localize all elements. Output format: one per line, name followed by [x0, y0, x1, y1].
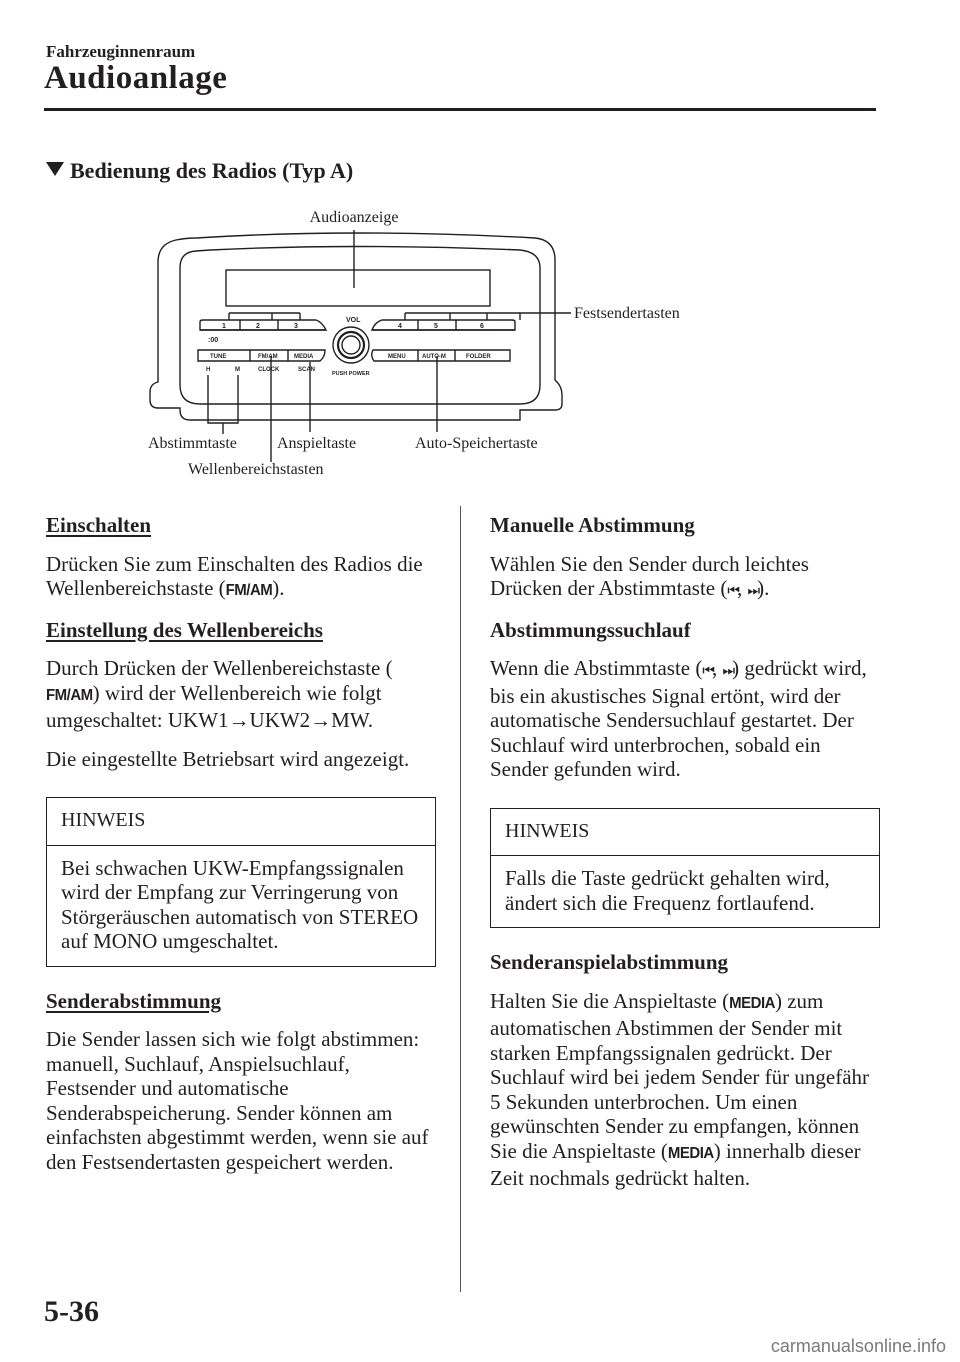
header-rule [44, 108, 876, 111]
section-label: Fahrzeuginnenraum [46, 42, 196, 61]
paragraph-suchlauf: Wenn die Abstimmtaste (⏮, ⏭) gedrückt wird, bis ein akustisches Signal ertönt, wird der automatische Sendersuchlauf gestartet. Der Suchlauf wird unterbrochen, sobald ein Sender gefunden wird. [490, 656, 867, 781]
page-number: 5-36 [44, 1295, 99, 1328]
heading-suchlauf: Abstimmungssuchlauf [490, 617, 691, 642]
paragraph-anspielabstimmung: Halten Sie die Anspieltaste (MEDIA) zum automatischen Abstimmen der Sender mit starken Empfangssignalen gedrückt. Der Suchlauf wird bei jedem Sender für ungefähr 5 Sekunden unterbrochen. Um einen gewünschten Sender zu empfangen, können Sie die Anspieltaste (MEDIA) innerhalb dieser Zeit nochmals gedrückt halten. [490, 988, 870, 1190]
folder-label: FOLDER [466, 354, 491, 360]
note-body: Falls die Taste gedrückt gehalten wird, ändert sich die Frequenz fortlaufend. [505, 866, 830, 915]
auto-m-label: AUTO-M [422, 354, 446, 360]
label-band-buttons: Wellenbereichstasten [188, 461, 324, 478]
tune-label: TUNE [210, 354, 227, 360]
h-label: H [206, 367, 211, 373]
fm-am-label: FM/AM [258, 354, 278, 360]
section-heading-text: Bedienung des Radios (Typ A) [70, 158, 354, 183]
track-next-icon: ⏭ [722, 663, 733, 679]
push-power-label: PUSH POWER [332, 371, 370, 377]
label-preset-buttons: Festsendertasten [574, 305, 680, 322]
radio-diagram [140, 195, 720, 495]
media-button-icon: MEDIA [729, 994, 775, 1012]
preset-bar-left [200, 320, 326, 330]
right-column [490, 513, 880, 1205]
track-next-icon: ⏭ [747, 583, 758, 599]
section-heading [46, 158, 353, 184]
label-tuning-button: Abstimmtaste [148, 435, 237, 452]
heading-einschalten: Einschalten [46, 513, 152, 537]
note-box-right [490, 808, 880, 929]
watermark: carmanualsonline.info [770, 1336, 946, 1356]
paragraph-wellenbereich: Durch Drücken der Wellenbereichstaste (FM/AM) wird der Wellenbereich wie folgt umgeschaltet: UKW1→UKW2→MW. [46, 656, 393, 732]
fm-am-button-icon: FM/AM [225, 581, 273, 600]
media-label: MEDIA [294, 354, 314, 360]
preset-3-label: 3 [294, 323, 298, 330]
paragraph-betriebsart: Die eingestellte Betriebsart wird angezeigt. [46, 746, 410, 771]
vol-label: VOL [346, 317, 361, 324]
heading-manuelle-abstimmung: Manuelle Abstimmung [490, 513, 695, 537]
media-button-icon: MEDIA [667, 1144, 714, 1162]
heading-wellenbereich: Einstellung des Wellenbereichs [46, 617, 323, 642]
column-divider [460, 506, 461, 1292]
heading-anspielabstimmung: Senderanspielabstimmung [490, 950, 729, 974]
track-prev-icon: ⏮ [727, 583, 737, 599]
paragraph-senderabstimmung: Die Sender lassen sich wie folgt abstimmen: manuell, Suchlauf, Anspielsuchlauf, Festsender und automatische Senderabspeicherung. Sender können am einfachsten abgestimmt werden, wenn sie auf den Festsendertasten gespeichert werden. [46, 1027, 429, 1174]
triangle-bullet-icon [46, 162, 64, 176]
fm-am-button-icon: FM/AM [46, 686, 93, 704]
preset-2-label: 2 [256, 323, 260, 330]
clock-mark: :00 [208, 337, 219, 344]
m-label: M [235, 367, 240, 373]
track-prev-icon: ⏮ [702, 663, 712, 679]
left-column [46, 513, 436, 1188]
scan-label: SCAN [298, 367, 316, 373]
note-title: HINWEIS [47, 798, 435, 846]
label-auto-memory-button: Auto-Speichertaste [415, 435, 538, 452]
preset-bar-right [372, 320, 515, 330]
note-box-left [46, 797, 436, 967]
panel-outer-bezel [150, 233, 562, 420]
note-title: HINWEIS [491, 809, 879, 857]
preset-1-label: 1 [222, 323, 226, 330]
heading-senderabstimmung: Senderabstimmung [46, 988, 222, 1013]
label-scan-button: Anspieltaste [277, 435, 357, 452]
note-body: Bei schwachen UKW-Empfangssignalen wird der Empfang zur Verringerung von Störgeräuschen automatisch von STEREO auf MONO umgeschaltet. [61, 855, 419, 953]
preset-5-label: 5 [434, 323, 438, 330]
paragraph-manuelle-abstimmung: Wählen Sie den Sender durch leichtes Drücken der Abstimmtaste (⏮, ⏭). [490, 552, 880, 604]
chapter-title: Audioanlage [44, 60, 228, 96]
label-audio-display: Audioanzeige [309, 209, 399, 226]
paragraph-einschalten: Drücken Sie zum Einschalten des Radios die Wellenbereichstaste (FM/AM). [46, 552, 436, 604]
audio-display-window [226, 270, 490, 306]
preset-6-label: 6 [480, 323, 484, 330]
clock-label: CLOCK [258, 367, 280, 373]
preset-4-label: 4 [398, 323, 402, 330]
menu-label: MENU [388, 354, 406, 360]
